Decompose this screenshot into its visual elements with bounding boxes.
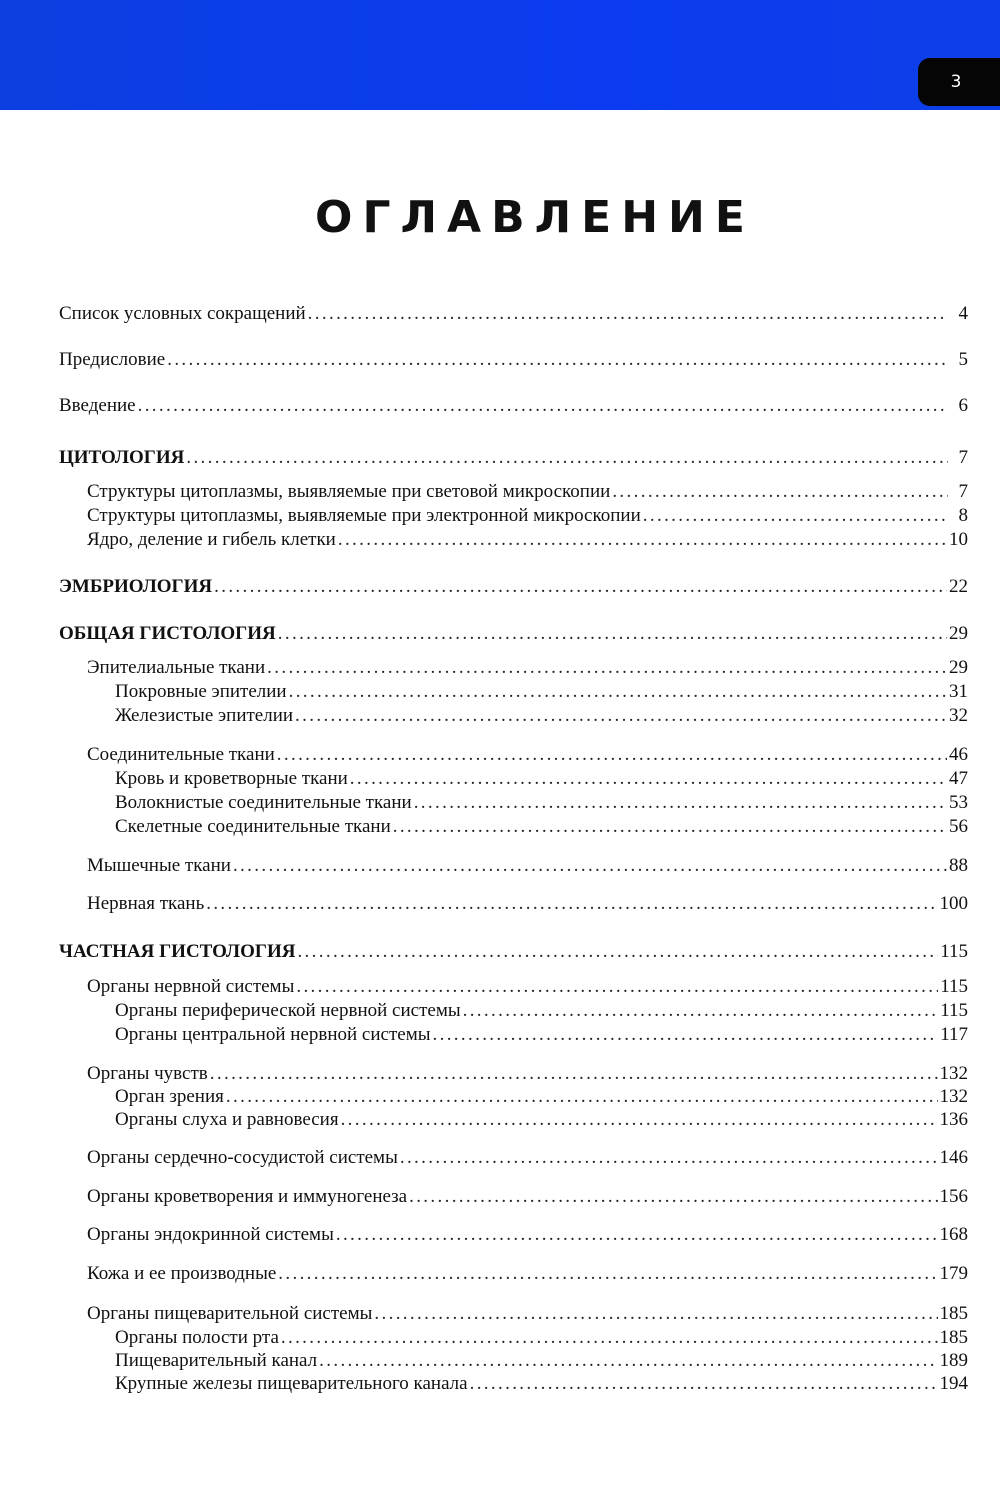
toc-leader-dots <box>612 480 948 504</box>
toc-leader-dots <box>374 1302 937 1326</box>
toc-entry-page: 185 <box>939 1327 968 1348</box>
toc-leader-dots <box>336 1223 938 1247</box>
toc-entry-label: Скелетные соединительные ткани <box>115 816 391 837</box>
toc-entry[interactable] <box>0 767 968 791</box>
toc-entry-label: Органы нервной системы <box>87 976 295 997</box>
toc-leader-dots <box>414 791 947 815</box>
toc-entry[interactable] <box>0 704 968 728</box>
toc-entry-page: 132 <box>939 1086 968 1107</box>
toc-entry[interactable] <box>0 1372 968 1396</box>
toc-entry-label: Органы сердечно-сосудистой системы <box>87 1147 398 1168</box>
toc-leader-dots <box>350 767 947 791</box>
toc-entry[interactable] <box>0 575 968 599</box>
page-number: 3 <box>950 72 962 92</box>
toc-leader-dots <box>433 1023 939 1047</box>
toc-entry[interactable] <box>0 622 968 646</box>
toc-leader-dots <box>400 1146 938 1170</box>
toc-leader-dots <box>226 1085 938 1109</box>
toc-entry-label: Органы пищеварительной системы <box>87 1303 373 1324</box>
toc-entry[interactable] <box>0 1262 968 1286</box>
toc-entry-label: Мышечные ткани <box>87 855 231 876</box>
toc-entry-label: Органы центральной нервной системы <box>115 1024 431 1045</box>
toc-leader-dots <box>233 854 947 878</box>
toc-leader-dots <box>167 348 948 372</box>
toc-leader-dots <box>470 1372 938 1396</box>
toc-leader-dots <box>295 704 947 728</box>
toc-entry-label: Введение <box>59 395 136 416</box>
toc-leader-dots <box>186 446 948 470</box>
toc-entry[interactable] <box>0 1302 968 1326</box>
page-title: ОГЛАВЛЕНИЕ <box>315 192 755 243</box>
toc-entry-page: 117 <box>940 1024 968 1045</box>
toc-entry-page: 6 <box>958 395 968 416</box>
toc-entry-page: 32 <box>949 705 968 726</box>
toc-entry[interactable] <box>0 854 968 878</box>
toc-entry-page: 100 <box>939 893 968 914</box>
toc-entry-label: Органы эндокринной системы <box>87 1224 334 1245</box>
toc-entry[interactable] <box>0 1223 968 1247</box>
toc-entry-page: 115 <box>940 941 968 962</box>
toc-entry[interactable] <box>0 480 968 504</box>
toc-leader-dots <box>277 743 947 767</box>
toc-entry[interactable] <box>0 1108 968 1132</box>
toc-entry-label: Кровь и кроветворные ткани <box>115 768 348 789</box>
toc-entry-label: Соединительные ткани <box>87 744 275 765</box>
toc-entry[interactable] <box>0 302 968 326</box>
toc-entry-label: Предисловие <box>59 349 166 370</box>
toc-entry-page: 56 <box>949 816 968 837</box>
toc-entry-label: Органы слуха и равновесия <box>115 1109 339 1130</box>
toc-entry[interactable] <box>0 975 968 999</box>
toc-leader-dots <box>319 1349 937 1373</box>
toc-entry-page: 31 <box>949 681 968 702</box>
toc-entry-label: Органы полости рта <box>115 1327 279 1348</box>
toc-leader-dots <box>643 504 948 528</box>
toc-entry-page: 29 <box>949 623 968 644</box>
toc-entry-label: ЦИТОЛОГИЯ <box>59 447 185 468</box>
toc-entry[interactable] <box>0 892 968 916</box>
toc-entry[interactable] <box>0 680 968 704</box>
toc-entry[interactable] <box>0 1185 968 1209</box>
toc-entry-page: 4 <box>958 303 968 324</box>
toc-entry-label: Эпителиальные ткани <box>87 657 266 678</box>
toc-leader-dots <box>278 1262 937 1286</box>
toc-entry[interactable] <box>0 1326 968 1350</box>
toc-entry[interactable] <box>0 940 968 964</box>
toc-leader-dots <box>296 975 938 999</box>
toc-entry-label: Органы периферической нервной системы <box>115 1000 461 1021</box>
toc-entry-label: ОБЩАЯ ГИСТОЛОГИЯ <box>59 623 276 644</box>
toc-entry-page: 146 <box>939 1147 968 1168</box>
toc-leader-dots <box>338 528 947 552</box>
toc-entry-label: Структуры цитоплазмы, выявляемые при световой микроскопии <box>87 481 611 502</box>
toc-entry-page: 132 <box>939 1063 968 1084</box>
toc-entry[interactable] <box>0 999 968 1023</box>
toc-entry-page: 5 <box>958 349 968 370</box>
toc-entry[interactable] <box>0 446 968 470</box>
toc-entry-label: ЭМБРИОЛОГИЯ <box>59 576 213 597</box>
toc-entry[interactable] <box>0 348 968 372</box>
toc-leader-dots <box>297 940 938 964</box>
toc-entry-page: 88 <box>949 855 968 876</box>
toc-entry[interactable] <box>0 528 968 552</box>
toc-leader-dots <box>281 1326 938 1350</box>
toc-entry[interactable] <box>0 504 968 528</box>
toc-entry-label: Органы чувств <box>87 1063 208 1084</box>
toc-entry[interactable] <box>0 791 968 815</box>
toc-leader-dots <box>463 999 939 1023</box>
toc-entry-page: 29 <box>949 657 968 678</box>
toc-entry-page: 136 <box>939 1109 968 1130</box>
toc-entry-page: 168 <box>939 1224 968 1245</box>
toc-leader-dots <box>214 575 947 599</box>
toc-entry-label: Кожа и ее производные <box>87 1263 277 1284</box>
toc-entry-page: 189 <box>939 1350 968 1371</box>
toc-entry-page: 7 <box>958 447 968 468</box>
toc-entry-page: 115 <box>940 1000 968 1021</box>
toc-entry-label: Железистые эпителии <box>115 705 294 726</box>
toc-entry-page: 185 <box>939 1303 968 1324</box>
toc-entry[interactable] <box>0 743 968 767</box>
toc-leader-dots <box>267 656 947 680</box>
toc-entry-label: Структуры цитоплазмы, выявляемые при электронной микроскопии <box>87 505 641 526</box>
toc-entry-label: Пищеварительный канал <box>115 1350 318 1371</box>
toc-leader-dots <box>278 622 947 646</box>
toc-entry-page: 194 <box>939 1373 968 1394</box>
toc-entry-label: Нервная ткань <box>87 893 205 914</box>
toc-leader-dots <box>341 1108 938 1132</box>
toc-entry-label: Крупные железы пищеварительного канала <box>115 1373 468 1394</box>
toc-entry-label: ЧАСТНАЯ ГИСТОЛОГИЯ <box>59 941 296 962</box>
toc-entry-page: 7 <box>958 481 968 502</box>
toc-entry[interactable] <box>0 1023 968 1047</box>
toc-entry[interactable] <box>0 1062 968 1086</box>
toc-leader-dots <box>409 1185 937 1209</box>
toc-entry-page: 115 <box>940 976 968 997</box>
toc-entry-page: 10 <box>949 529 968 550</box>
toc-entry-page: 22 <box>949 576 968 597</box>
toc-entry-label: Покровные эпителии <box>115 681 287 702</box>
toc-leader-dots <box>289 680 947 704</box>
toc-leader-dots <box>138 394 948 418</box>
toc-entry-page: 8 <box>958 505 968 526</box>
toc-entry[interactable] <box>0 394 968 418</box>
toc-entry[interactable] <box>0 1349 968 1373</box>
toc-entry-label: Ядро, деление и гибель клетки <box>87 529 336 550</box>
toc-leader-dots <box>206 892 937 916</box>
toc-entry[interactable] <box>0 1085 968 1109</box>
toc-entry[interactable] <box>0 815 968 839</box>
toc-entry-page: 47 <box>949 768 968 789</box>
toc-entry-page: 46 <box>949 744 968 765</box>
toc-entry-page: 156 <box>939 1186 968 1207</box>
toc-entry-label: Орган зрения <box>115 1086 224 1107</box>
toc-leader-dots <box>393 815 947 839</box>
toc-entry[interactable] <box>0 1146 968 1170</box>
toc-entry-label: Органы кроветворения и иммуногенеза <box>87 1186 408 1207</box>
toc-entry-page: 53 <box>949 792 968 813</box>
toc-entry-label: Волокнистые соединительные ткани <box>115 792 412 813</box>
toc-entry-page: 179 <box>939 1263 968 1284</box>
toc-leader-dots <box>308 302 948 326</box>
toc-leader-dots <box>210 1062 938 1086</box>
toc-entry-label: Список условных сокращений <box>59 303 306 324</box>
toc-entry[interactable] <box>0 656 968 680</box>
